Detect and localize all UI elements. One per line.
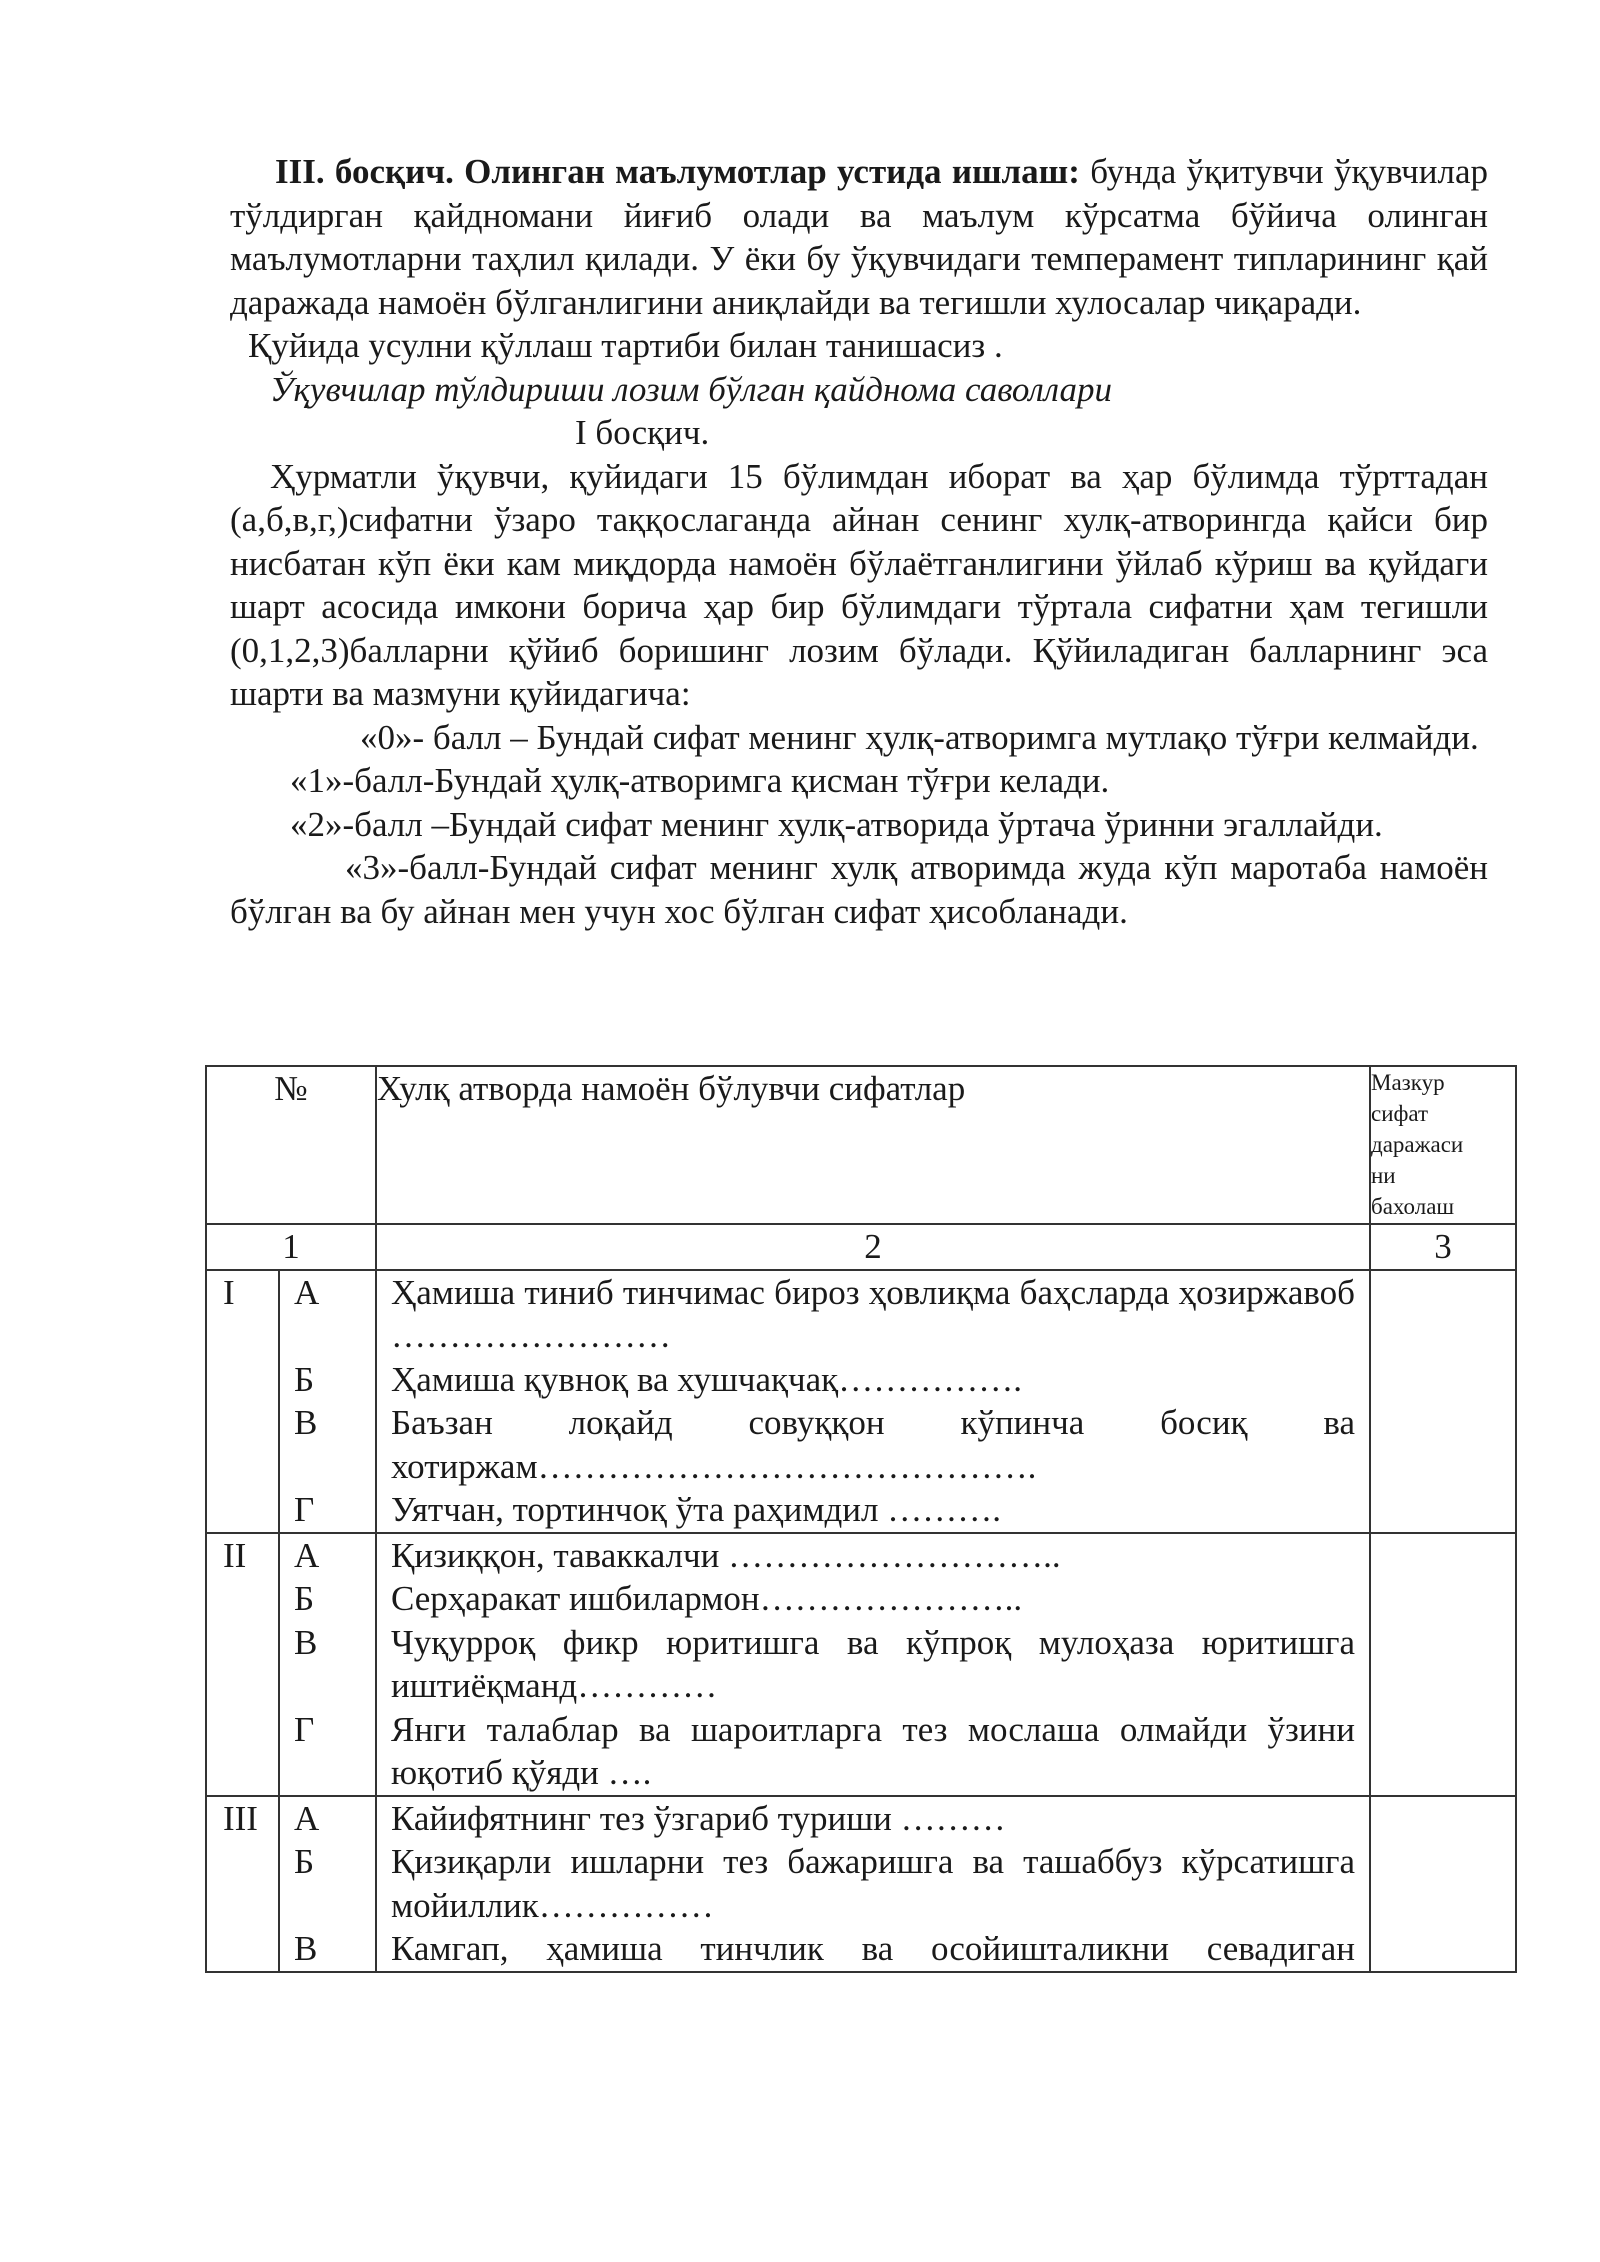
section-number: III [206,1796,279,1972]
table-row [206,1533,1516,1796]
item-letter: Б [294,1359,315,1399]
stage3-heading: III. босқич. Олинган маълумотлар устида ишлаш: [275,152,1080,191]
table-row [206,1796,1516,1972]
section-letters [279,1796,376,1972]
score0-line: «0»- балл – Бундай сифат менинг ҳулқ-атворимга мутлақо тўғри келмайди. [360,717,1479,757]
header-number: № [206,1066,376,1224]
item-letter: Б [294,1579,315,1618]
stage3-body: бунда ўқитувчи ўқувчилар тўлдирган қайдномани йиғиб олади ва маълум кўрсатма бўйича олинган маълумотларни таҳлил қилади. У ёки бу ўқувчидаги темперамент типларининг қай даражада намоён бўлганлигини аниқлайди ва тегишли хулосалар чиқаради. [230,152,1488,322]
section-number: I [206,1270,279,1533]
item-text: Камгап, ҳамиша тинчлик ва осойишталикни севадиган [391,1929,1355,1968]
table-header-row [206,1066,1516,1224]
stage1-title: I босқич. [575,413,710,452]
column-index-2: 2 [376,1224,1370,1270]
header-score [1370,1066,1516,1224]
item-text: Чуқурроқ фикр юритишга ва кўпроқ мулоҳаза юритишга иштиёқманд………… [391,1622,1355,1705]
item-letter: В [294,1403,318,1442]
column-index-3: 3 [1370,1224,1516,1270]
header-score-line: Мазкур [1371,1070,1445,1095]
item-letter: А [294,1535,320,1575]
header-score-line: сифат [1371,1101,1429,1126]
item-letter: Г [294,1490,315,1529]
header-qualities: Хулқ атворда намоён бўлувчи сифатлар [376,1066,1370,1224]
item-text: Қизиққон, таваккалчи ……………………….. [391,1535,1061,1575]
section-items [376,1533,1370,1796]
section-items [376,1796,1370,1972]
item-text: Қизиқарли ишларни тез бажаришга ва ташаббуз кўрсатишга мойиллик…………… [391,1842,1355,1925]
item-text: Ҳамиша қувноқ ва хушчақчақ……………. [391,1359,1022,1399]
intro-text [230,150,1488,933]
instruction-paragraph: Ҳурматли ўқувчи, қуйидаги 15 бўлимдан иборат ва ҳар бўлимда тўрттадан (а,б,в,г,)сифатни ўзаро таққослаганда айнан сенинг хулқ-атворингда қайси бир нисбатан кўп ёки кам миқдорда намоён бўлаётганлигини ўйлаб кўриш ва қуйдаги шарт асосида имкони борича ҳар бир бўлимдаги тўртала сифатни ҳам тегишли (0,1,2,3)балларни қўйиб боришинг лозим бўлади. Қўйиладиган балларнинг эса шарти ва мазмуни қуйидагича: [230,456,1488,713]
score2-line: «2»-балл –Бундай сифат менинг хулқ-атворида ўртача ўринни эгаллайди. [290,804,1383,844]
header-score-line: даражаси [1371,1132,1464,1157]
header-score-line: бахолаш [1371,1194,1455,1219]
section-items [376,1270,1370,1533]
table-row [206,1270,1516,1533]
item-text: Баъзан лоқайд совуққон кўпинча босиқ ва хотиржам……………………………………. [391,1403,1355,1486]
header-score-line: ни [1371,1163,1396,1188]
score1-line: «1»-балл-Бундай ҳулқ-атворимга қисман тўғри келади. [290,761,1110,800]
score-cell[interactable] [1370,1533,1516,1796]
item-text: Янги талаблар ва шароитларга тез мослаша олмайди ўзини юқотиб қўяди …. [391,1709,1355,1792]
column-index-1: 1 [206,1224,376,1270]
item-letter: В [294,1929,318,1968]
stage3-paragraph [230,150,1488,324]
item-text: Уятчан, тортинчоқ ўта раҳимдил ………. [391,1490,1002,1529]
section-letters [279,1533,376,1796]
item-letter: Б [294,1842,315,1881]
questions-title: Ўқувчилар тўлдириши лозим бўлган қайднома саволлари [270,369,1112,409]
column-index-row [206,1224,1516,1270]
item-text: Кайифятнинг тез ўзгариб туриши ……… [391,1798,1006,1838]
questionnaire-table [205,1065,1517,1973]
item-letter: В [294,1622,318,1662]
score3-line: «3»-балл-Бундай сифат менинг хулқ атворимда жуда кўп маротаба намоён бўлган ва бу айнан мен учун хос бўлган сифат ҳисобланади. [230,848,1488,931]
section-letters [279,1270,376,1533]
item-letter: А [294,1798,320,1838]
section-number: II [206,1533,279,1796]
item-text: Серҳаракат ишбилармон………………….. [391,1579,1023,1618]
item-letter: Г [294,1709,315,1749]
method-line: Қуйида усулни қўллаш тартиби билан танишасиз . [248,326,1003,365]
item-text: Ҳамиша тиниб тинчимас бироз ҳовлиқма баҳсларда ҳозиржавоб …………………… [391,1272,1355,1355]
item-letter: А [294,1272,320,1312]
score-cell[interactable] [1370,1796,1516,1972]
score-cell[interactable] [1370,1270,1516,1533]
